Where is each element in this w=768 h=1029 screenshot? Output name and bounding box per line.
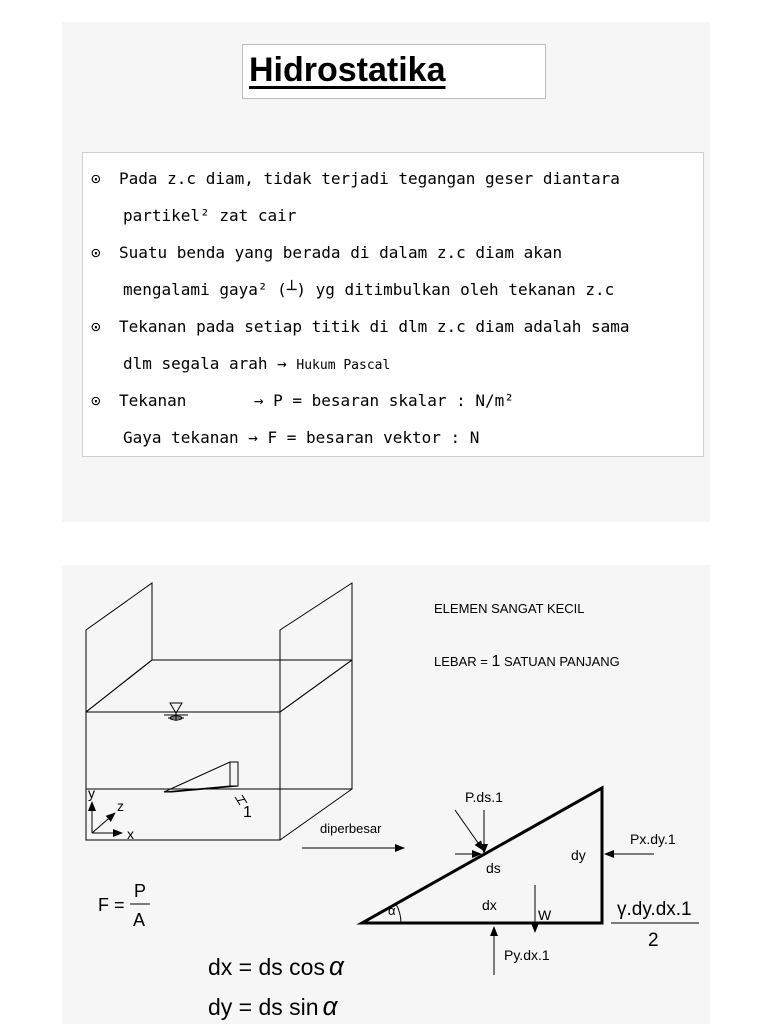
axis-x-label: x <box>127 826 134 842</box>
slide-elemen-diagram <box>62 565 710 1024</box>
tank-left-wall <box>86 583 152 712</box>
slide-title: Hidrostatika <box>249 51 446 89</box>
bullet-icon: ⊙ <box>91 317 101 336</box>
tank-back-wall <box>86 660 352 789</box>
pds-label: P.ds.1 <box>465 789 503 805</box>
wedge-element <box>164 762 238 792</box>
bullet-text: mengalami gaya² (┴) yg ditimbulkan oleh tekanan z.c <box>123 280 615 299</box>
weight-numerator: γ.dy.dx.1 <box>617 899 692 920</box>
axis-y-label: y <box>88 785 95 801</box>
bullet-text: dlm segala arah → <box>123 354 297 373</box>
weight-denominator: 2 <box>648 930 659 951</box>
heading-lebar: LEBAR = 1 SATUAN PANJANG <box>434 653 620 670</box>
axis-z-label: z <box>117 798 124 814</box>
formula-f-lhs: F = <box>98 895 125 915</box>
bullet-icon: ⊙ <box>91 169 101 188</box>
bullet-text: Pada z.c diam, tidak terjadi tegangan geser diantara <box>119 169 620 188</box>
w-label: W <box>538 907 552 923</box>
heading-elemen: ELEMEN SANGAT KECIL <box>434 601 585 616</box>
slide-hidrostatika <box>62 22 710 522</box>
alpha-arc <box>396 904 401 923</box>
bullet-line-7 <box>83 391 514 411</box>
pydx-label: Py.dx.1 <box>504 947 550 963</box>
eq-dy: dy = ds sin α <box>208 991 338 1021</box>
bullet-text: Tekanan → P = besaran skalar : N/m² <box>119 391 514 410</box>
dx-label: dx <box>482 897 497 913</box>
bullet-icon: ⊙ <box>91 391 101 410</box>
tank-diagram <box>86 583 352 840</box>
bullet-text: partikel² zat cair <box>123 206 297 225</box>
formula-f-num: P <box>134 881 147 901</box>
diperbesar-label: diperbesar <box>320 821 382 836</box>
pxdy-label: Px.dy.1 <box>630 831 676 847</box>
bullet-text: Gaya tekanan → F = besaran vektor : N <box>123 428 480 447</box>
water-edge <box>280 660 352 712</box>
bullet-line-5 <box>83 317 630 337</box>
diagram-canvas <box>62 565 710 1024</box>
alpha-label: α <box>388 903 396 918</box>
bullet-list <box>82 152 704 457</box>
bullet-line-6 <box>83 354 390 376</box>
bullet-line-3 <box>83 243 562 263</box>
bullet-line-8 <box>83 428 479 448</box>
bullet-line-1 <box>83 169 620 189</box>
bullet-line-4 <box>83 280 614 300</box>
title-box <box>242 44 546 99</box>
hukum-pascal-label: Hukum Pascal <box>296 358 391 373</box>
formula-f-den: A <box>133 910 146 930</box>
width-label: 1 <box>243 804 252 821</box>
bullet-text: Tekanan pada setiap titik di dlm z.c diam adalah sama <box>119 317 630 336</box>
bullet-line-2 <box>83 206 296 226</box>
dy-label: dy <box>571 847 586 863</box>
bullet-icon: ⊙ <box>91 243 101 262</box>
pds-arrow-diag <box>455 810 483 850</box>
tank-right-wall <box>280 583 352 712</box>
ds-label: ds <box>486 860 501 876</box>
bullet-text: Suatu benda yang berada di dalam z.c diam akan <box>119 243 563 262</box>
eq-dx: dx = ds cos α <box>208 951 344 981</box>
